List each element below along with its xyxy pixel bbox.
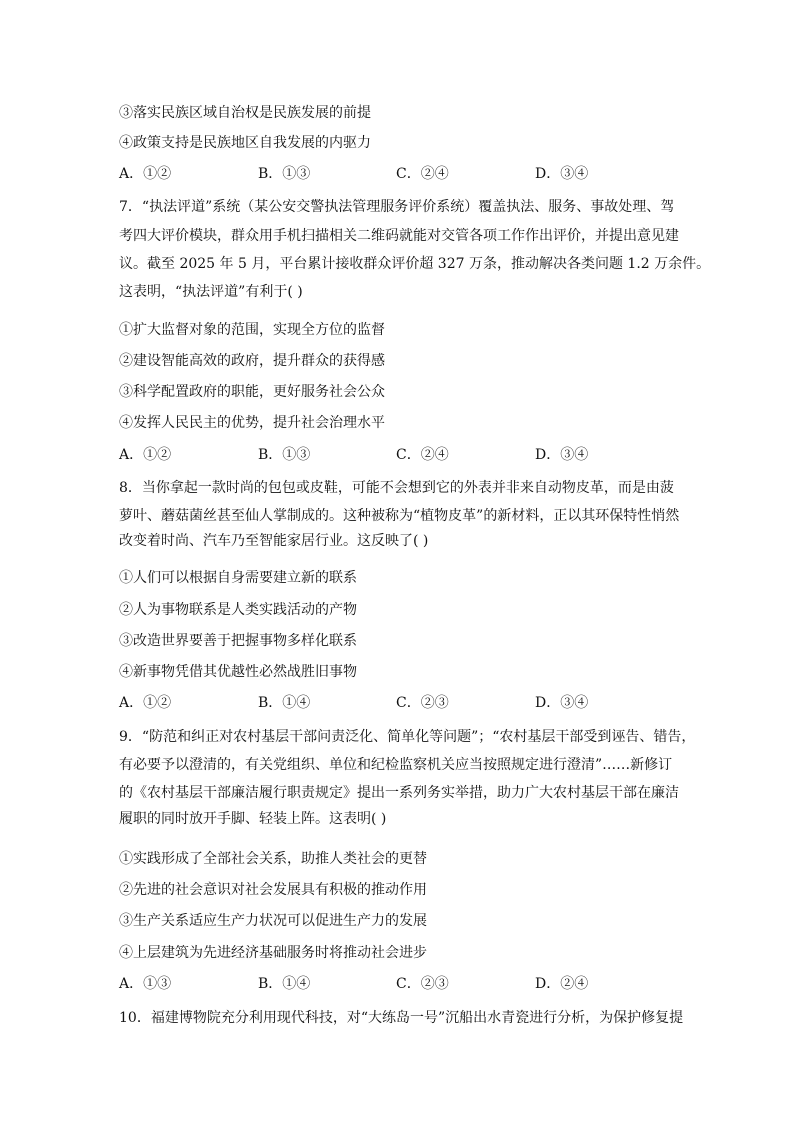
- option-a[interactable]: A．①②: [119, 166, 172, 182]
- option-c[interactable]: C．②④: [396, 447, 449, 463]
- option-d[interactable]: D．③④: [535, 166, 589, 182]
- question-8-stem-line: 改变着时尚、汽车乃至智能家居行业。这反映了( ): [119, 533, 429, 549]
- option-d[interactable]: D．③④: [535, 447, 589, 463]
- option-a[interactable]: A．①②: [119, 695, 172, 711]
- question-7-stem-line: 考四大评价模块，群众用手机扫描相关二维码就能对交管各项工作作出评价，并提出意见建: [119, 228, 679, 244]
- question-9-stem-line: 的《农村基层干部廉洁履行职责规定》提出一系列务实举措，助力广大农村基层干部在廉洁: [119, 785, 679, 801]
- question-9-stem-line: 有必要予以澄清的，有关党组织、单位和纪检监察机关应当按照规定进行澄清”……新修订: [119, 757, 673, 773]
- option-d[interactable]: D．③④: [535, 695, 589, 711]
- question-8-stem-line: 8．当你拿起一款时尚的包包或皮鞋，可能不会想到它的外表并非来自动物皮革，而是由菠: [119, 480, 674, 496]
- statement-4: ④政策支持是民族地区自我发展的内驱力: [119, 135, 371, 151]
- question-8-statement-4: ④新事物凭借其优越性必然战胜旧事物: [119, 664, 357, 680]
- question-7-statement-2: ②建设智能高效的政府，提升群众的获得感: [119, 353, 385, 369]
- question-9-options: [119, 974, 679, 994]
- question-9-stem-line: 履职的同时放开手脚、轻装上阵。这表明( ): [119, 811, 387, 827]
- question-7-stem-line: 这表明，“执法评道”有利于( ): [119, 284, 303, 300]
- option-a[interactable]: A．①②: [119, 447, 172, 463]
- option-c[interactable]: C．②③: [396, 976, 449, 992]
- question-9-statement-1: ①实践形成了全部社会关系，助推人类社会的更替: [119, 851, 427, 867]
- question-7-stem-line: 议。截至 2025 年 5 月，平台累计接收群众评价超 327 万条，推动解决各类问题 1.2 万余件。: [119, 256, 711, 272]
- question-9-statement-4: ④上层建筑为先进经济基础服务时将推动社会进步: [119, 945, 427, 961]
- answer-options: [119, 164, 679, 184]
- option-b[interactable]: B．①④: [258, 695, 311, 711]
- statement-3: ③落实民族区域自治权是民族发展的前提: [119, 105, 371, 121]
- question-10-stem-line: 10．福建博物院充分利用现代科技，对“大练岛一号”沉船出水青瓷进行分析，为保护修复提: [119, 1010, 684, 1026]
- option-d[interactable]: D．②④: [535, 976, 589, 992]
- question-7-options: [119, 445, 679, 465]
- option-b[interactable]: B．①④: [258, 976, 311, 992]
- question-8-statement-3: ③改造世界要善于把握事物多样化联系: [119, 633, 357, 649]
- question-8-stem-line: 萝叶、蘑菇菌丝甚至仙人掌制成的。这种被称为“植物皮革”的新材料，正以其环保特性悄然: [119, 508, 680, 524]
- question-7-statement-1: ①扩大监督对象的范围，实现全方位的监督: [119, 322, 385, 338]
- question-7-statement-4: ④发挥人民民主的优势，提升社会治理水平: [119, 415, 385, 431]
- question-9-stem-line: 9．“防范和纠正对农村基层干部问责泛化、简单化等问题”；“农村基层干部受到诬告、错告，: [119, 729, 696, 745]
- question-7-statement-3: ③科学配置政府的职能，更好服务社会公众: [119, 384, 385, 400]
- question-8-statement-2: ②人为事物联系是人类实践活动的产物: [119, 602, 357, 618]
- option-b[interactable]: B．①③: [258, 166, 311, 182]
- question-8-options: [119, 693, 679, 713]
- option-c[interactable]: C．②④: [396, 166, 449, 182]
- question-9-statement-3: ③生产关系适应生产力状况可以促进生产力的发展: [119, 913, 427, 929]
- option-b[interactable]: B．①③: [258, 447, 311, 463]
- question-9-statement-2: ②先进的社会意识对社会发展具有积极的推动作用: [119, 882, 427, 898]
- option-c[interactable]: C．②③: [396, 695, 449, 711]
- question-8-statement-1: ①人们可以根据自身需要建立新的联系: [119, 570, 357, 586]
- option-a[interactable]: A．①③: [119, 976, 172, 992]
- question-7-stem-line: 7．“执法评道”系统（某公安交警执法管理服务评价系统）覆盖执法、服务、事故处理、驾: [119, 199, 675, 215]
